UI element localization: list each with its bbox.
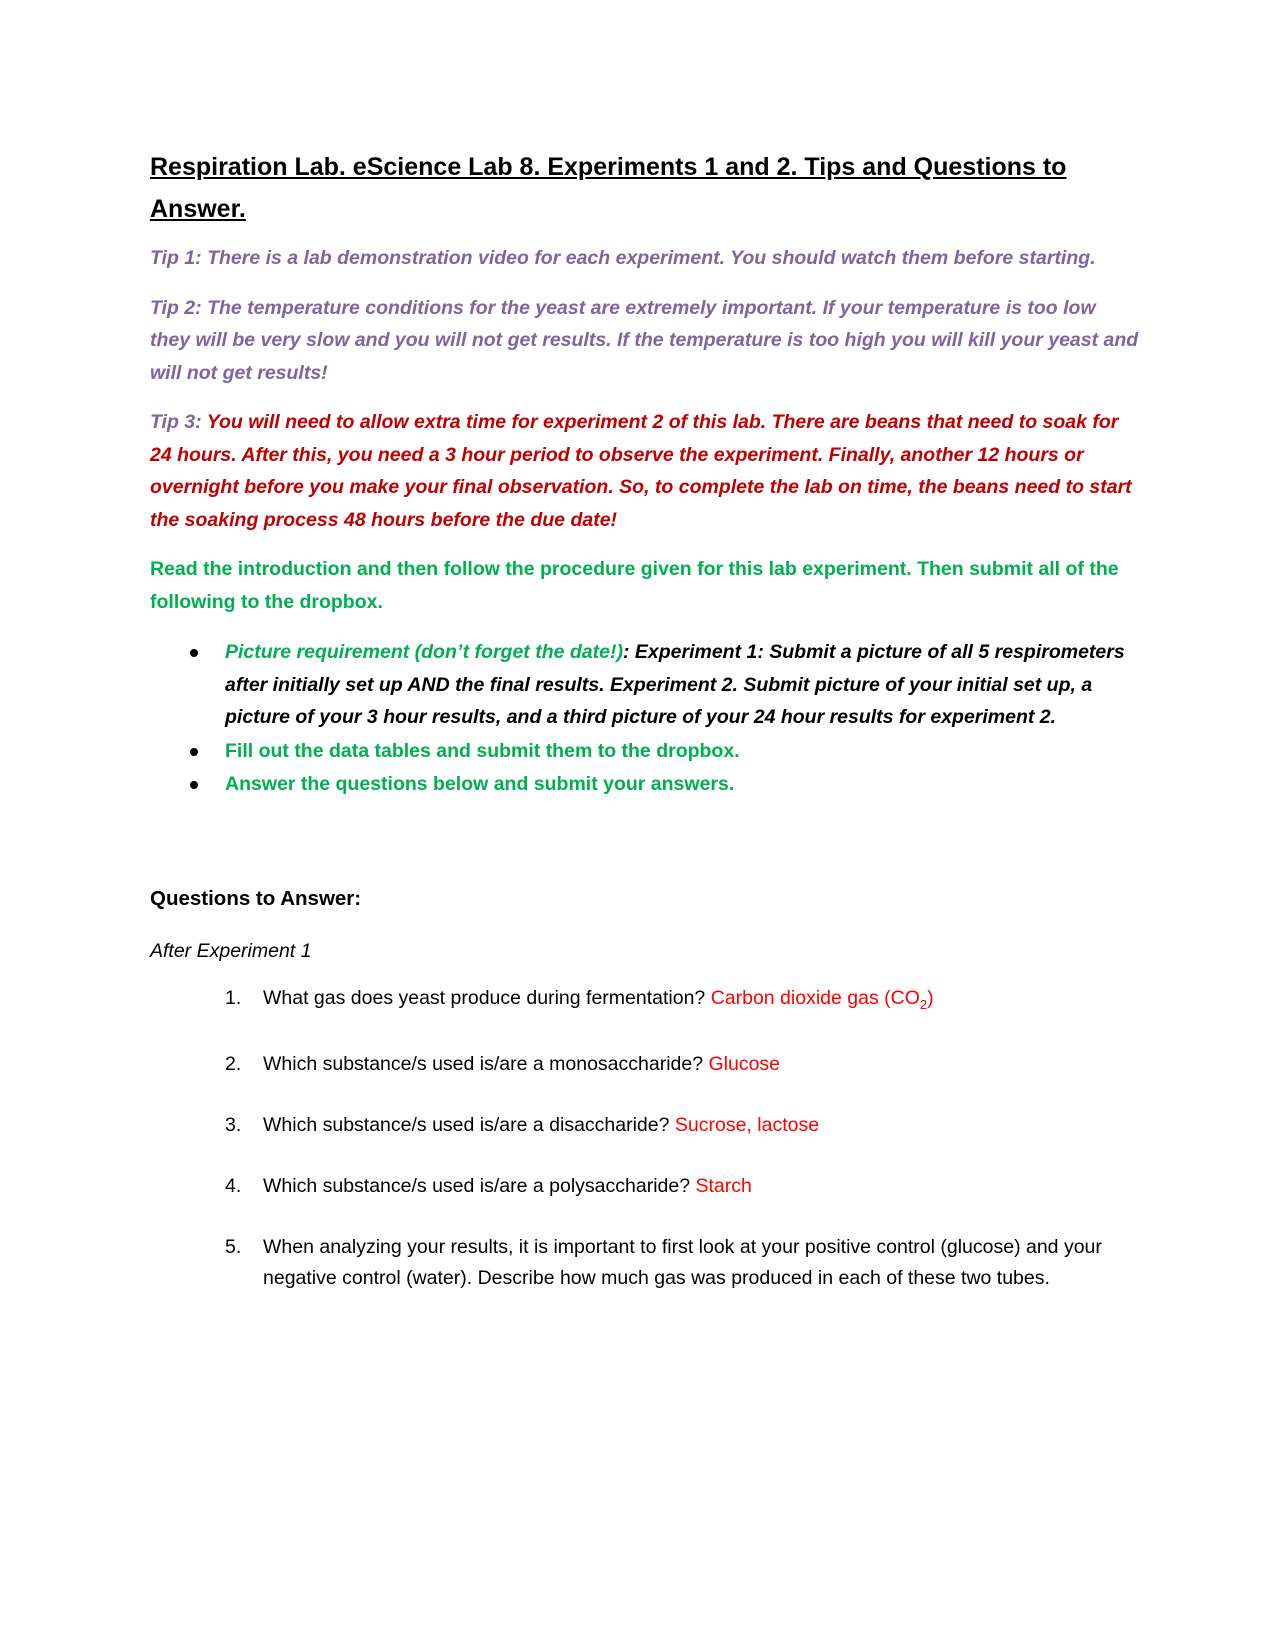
requirement-text: Fill out the data tables and submit them to the dropbox. — [225, 739, 740, 762]
question-text: Which substance/s used is/are a polysaccharide? — [263, 1175, 696, 1198]
questions-heading: Questions to Answer: — [150, 886, 362, 910]
question-item — [150, 983, 1140, 1020]
question-text: When analyzing your results, it is important to first look at your positive control (glucose) and your negative control (water). Describe how much gas was produced in each of these two tubes. — [263, 1236, 1102, 1290]
section-subheading: After Experiment 1 — [150, 939, 312, 962]
tip-2-text: The temperature conditions for the yeast are extremely important. If your temperature is too low they will be very slow and you will not get results. If the temperature is too high you will kill your yeast and will not get results! — [150, 296, 1139, 384]
bullet-icon — [190, 781, 198, 789]
tip-2-label: Tip 2: — [150, 296, 202, 319]
question-text: What gas does yeast produce during fermentation? — [263, 986, 711, 1009]
requirement-lead: Picture requirement (don’t forget the date!) — [225, 641, 623, 663]
document-page — [150, 146, 1140, 1324]
bullet-icon — [190, 649, 198, 657]
question-text: Which substance/s used is/are a disaccharide? — [263, 1114, 675, 1137]
question-number: 3. — [225, 1114, 242, 1137]
requirements-list — [150, 636, 1140, 801]
answer-tail: ) — [927, 986, 934, 1009]
requirement-text: : Experiment 1: Submit a picture of all 5 respirometers after initially set up AND the final results. Experiment 2. Submit picture of your initial set up, a picture of your 3 hour results, and a third picture of your 24 hour results for experiment 2. — [225, 641, 1125, 728]
tip-1 — [150, 242, 1140, 275]
question-item — [150, 1232, 1140, 1294]
list-item — [150, 735, 1140, 768]
tip-1-label: Tip 1: — [150, 247, 202, 269]
answer-main: Carbon dioxide gas (CO — [710, 986, 920, 1009]
tip-1-text: There is a lab demonstration video for each experiment. You should watch them before starting. — [201, 247, 1096, 269]
question-number: 1. — [225, 986, 242, 1009]
questions-list — [150, 983, 1140, 1295]
answer-text: Starch — [695, 1175, 752, 1198]
tip-2 — [150, 292, 1140, 390]
tip-3-label: Tip 3: — [150, 411, 202, 433]
question-number: 5. — [225, 1236, 242, 1259]
question-item — [150, 1049, 1140, 1080]
question-number: 4. — [225, 1175, 242, 1198]
tip-3-text: You will need to allow extra time for experiment 2 of this lab. There are beans that need to soak for 24 hours. After this, you need a 3 hour period to observe the experiment. Finally, another 12 hours or overnight before you make your final observation. So, to complete the lab on time, the beans need to start the soaking process 48 hours before the due date! — [150, 411, 1132, 531]
question-item — [150, 1110, 1140, 1141]
question-text: Which substance/s used is/are a monosaccharide? — [263, 1053, 709, 1076]
answer-subscript: 2 — [919, 996, 928, 1012]
document-title: Respiration Lab. eScience Lab 8. Experiments 1 and 2. Tips and Questions to Answer. — [150, 153, 1067, 223]
intro-instructions: Read the introduction and then follow the procedure given for this lab experiment. Then submit all of the following to the dropbox. — [150, 558, 1119, 613]
answer-text: Sucrose, lactose — [674, 1114, 820, 1137]
bullet-icon — [190, 748, 198, 756]
question-item — [150, 1171, 1140, 1202]
answer-text — [710, 986, 934, 1012]
list-item — [150, 768, 1140, 801]
tip-3 — [150, 406, 1140, 536]
requirement-text: Answer the questions below and submit your answers. — [225, 773, 735, 795]
question-number: 2. — [225, 1053, 242, 1076]
answer-text: Glucose — [708, 1053, 781, 1076]
list-item — [150, 636, 1140, 734]
